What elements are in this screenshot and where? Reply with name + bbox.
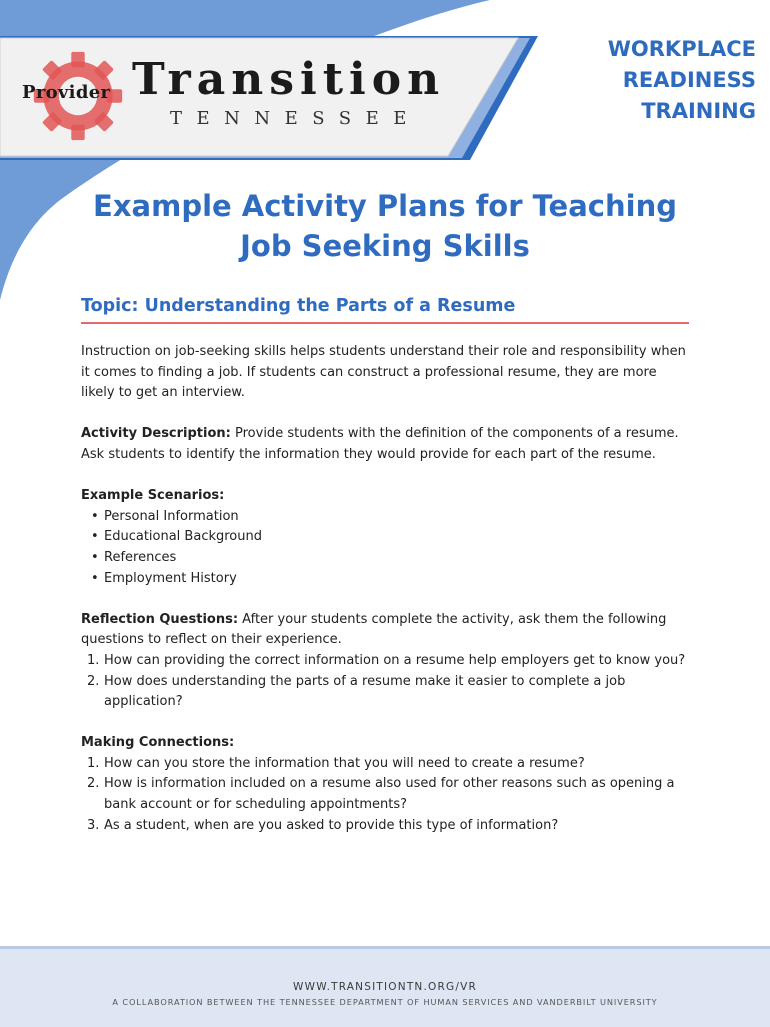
list-item bbox=[81, 754, 691, 775]
page-footer bbox=[0, 946, 770, 1027]
document-title-line: Job Seeking Skills bbox=[240, 229, 530, 263]
connections-heading bbox=[81, 733, 691, 754]
list-item bbox=[81, 672, 691, 713]
list-item: • Personal Information bbox=[91, 507, 691, 528]
list-number: 1. bbox=[87, 652, 100, 668]
brand-name: Transition bbox=[132, 54, 446, 105]
list-item-text: How does understanding the parts of a resume make it easier to complete a job application? bbox=[104, 673, 626, 710]
list-item bbox=[81, 651, 691, 672]
scenarios-label: Example Scenarios: bbox=[81, 488, 225, 504]
document-title-line: Example Activity Plans for Teaching bbox=[93, 189, 677, 223]
list-item bbox=[81, 774, 691, 815]
reflection-label: Reflection Questions: bbox=[81, 611, 239, 627]
connections-list bbox=[81, 754, 691, 836]
footer-collaboration-note: A COLLABORATION BETWEEN THE TENNESSEE DEPARTMENT OF HUMAN SERVICES AND VANDERBILT UNIVERSITY bbox=[112, 997, 658, 1007]
document-title bbox=[0, 186, 770, 266]
connections-label: Making Connections: bbox=[81, 735, 235, 751]
topic-heading: Topic: Understanding the Parts of a Resume bbox=[81, 296, 689, 324]
document-body bbox=[81, 342, 691, 836]
activity-text: Provide students with the definition of the components of a resume. Ask students to identify the information they would provide for each part of the resume. bbox=[81, 426, 679, 462]
list-item-text: How is information included on a resume also used for other reasons such as opening a bank account or for scheduling appointments? bbox=[104, 776, 675, 813]
scenarios-heading bbox=[81, 486, 691, 507]
reflection-intro bbox=[81, 610, 691, 651]
list-number: 2. bbox=[87, 673, 100, 689]
activity-description bbox=[81, 424, 691, 465]
list-item-text: How can providing the correct information on a resume help employers get to know you? bbox=[104, 652, 686, 668]
list-item-text: As a student, when are you asked to provide this type of information? bbox=[104, 817, 559, 833]
program-title-line: TRAINING bbox=[641, 99, 756, 123]
activity-label: Activity Description: bbox=[81, 426, 231, 442]
reflection-list bbox=[81, 651, 691, 713]
footer-url-link[interactable]: WWW.TRANSITIONTN.ORG/VR bbox=[293, 981, 477, 993]
provider-label: Provider bbox=[22, 82, 111, 103]
list-item: • Employment History bbox=[91, 569, 691, 590]
scenarios-list bbox=[81, 507, 691, 589]
list-number: 2. bbox=[87, 776, 100, 792]
list-item bbox=[81, 816, 691, 837]
list-number: 3. bbox=[87, 817, 100, 833]
brand-subtitle: TENNESSEE bbox=[170, 108, 421, 129]
program-title bbox=[536, 34, 756, 127]
list-item: • References bbox=[91, 548, 691, 569]
program-title-line: READINESS bbox=[622, 68, 756, 92]
transition-tennessee-logo bbox=[22, 48, 462, 143]
list-item-text: How can you store the information that you will need to create a resume? bbox=[104, 755, 585, 771]
list-item: • Educational Background bbox=[91, 527, 691, 548]
reflection-text: After your students complete the activity, ask them the following questions to reflect on their experience. bbox=[81, 611, 667, 648]
list-number: 1. bbox=[87, 755, 100, 771]
program-title-line: WORKPLACE bbox=[607, 37, 756, 61]
intro-paragraph: Instruction on job-seeking skills helps students understand their role and responsibility when it comes to finding a job. If students can construct a professional resume, they are more likely to get an interview. bbox=[81, 344, 686, 401]
